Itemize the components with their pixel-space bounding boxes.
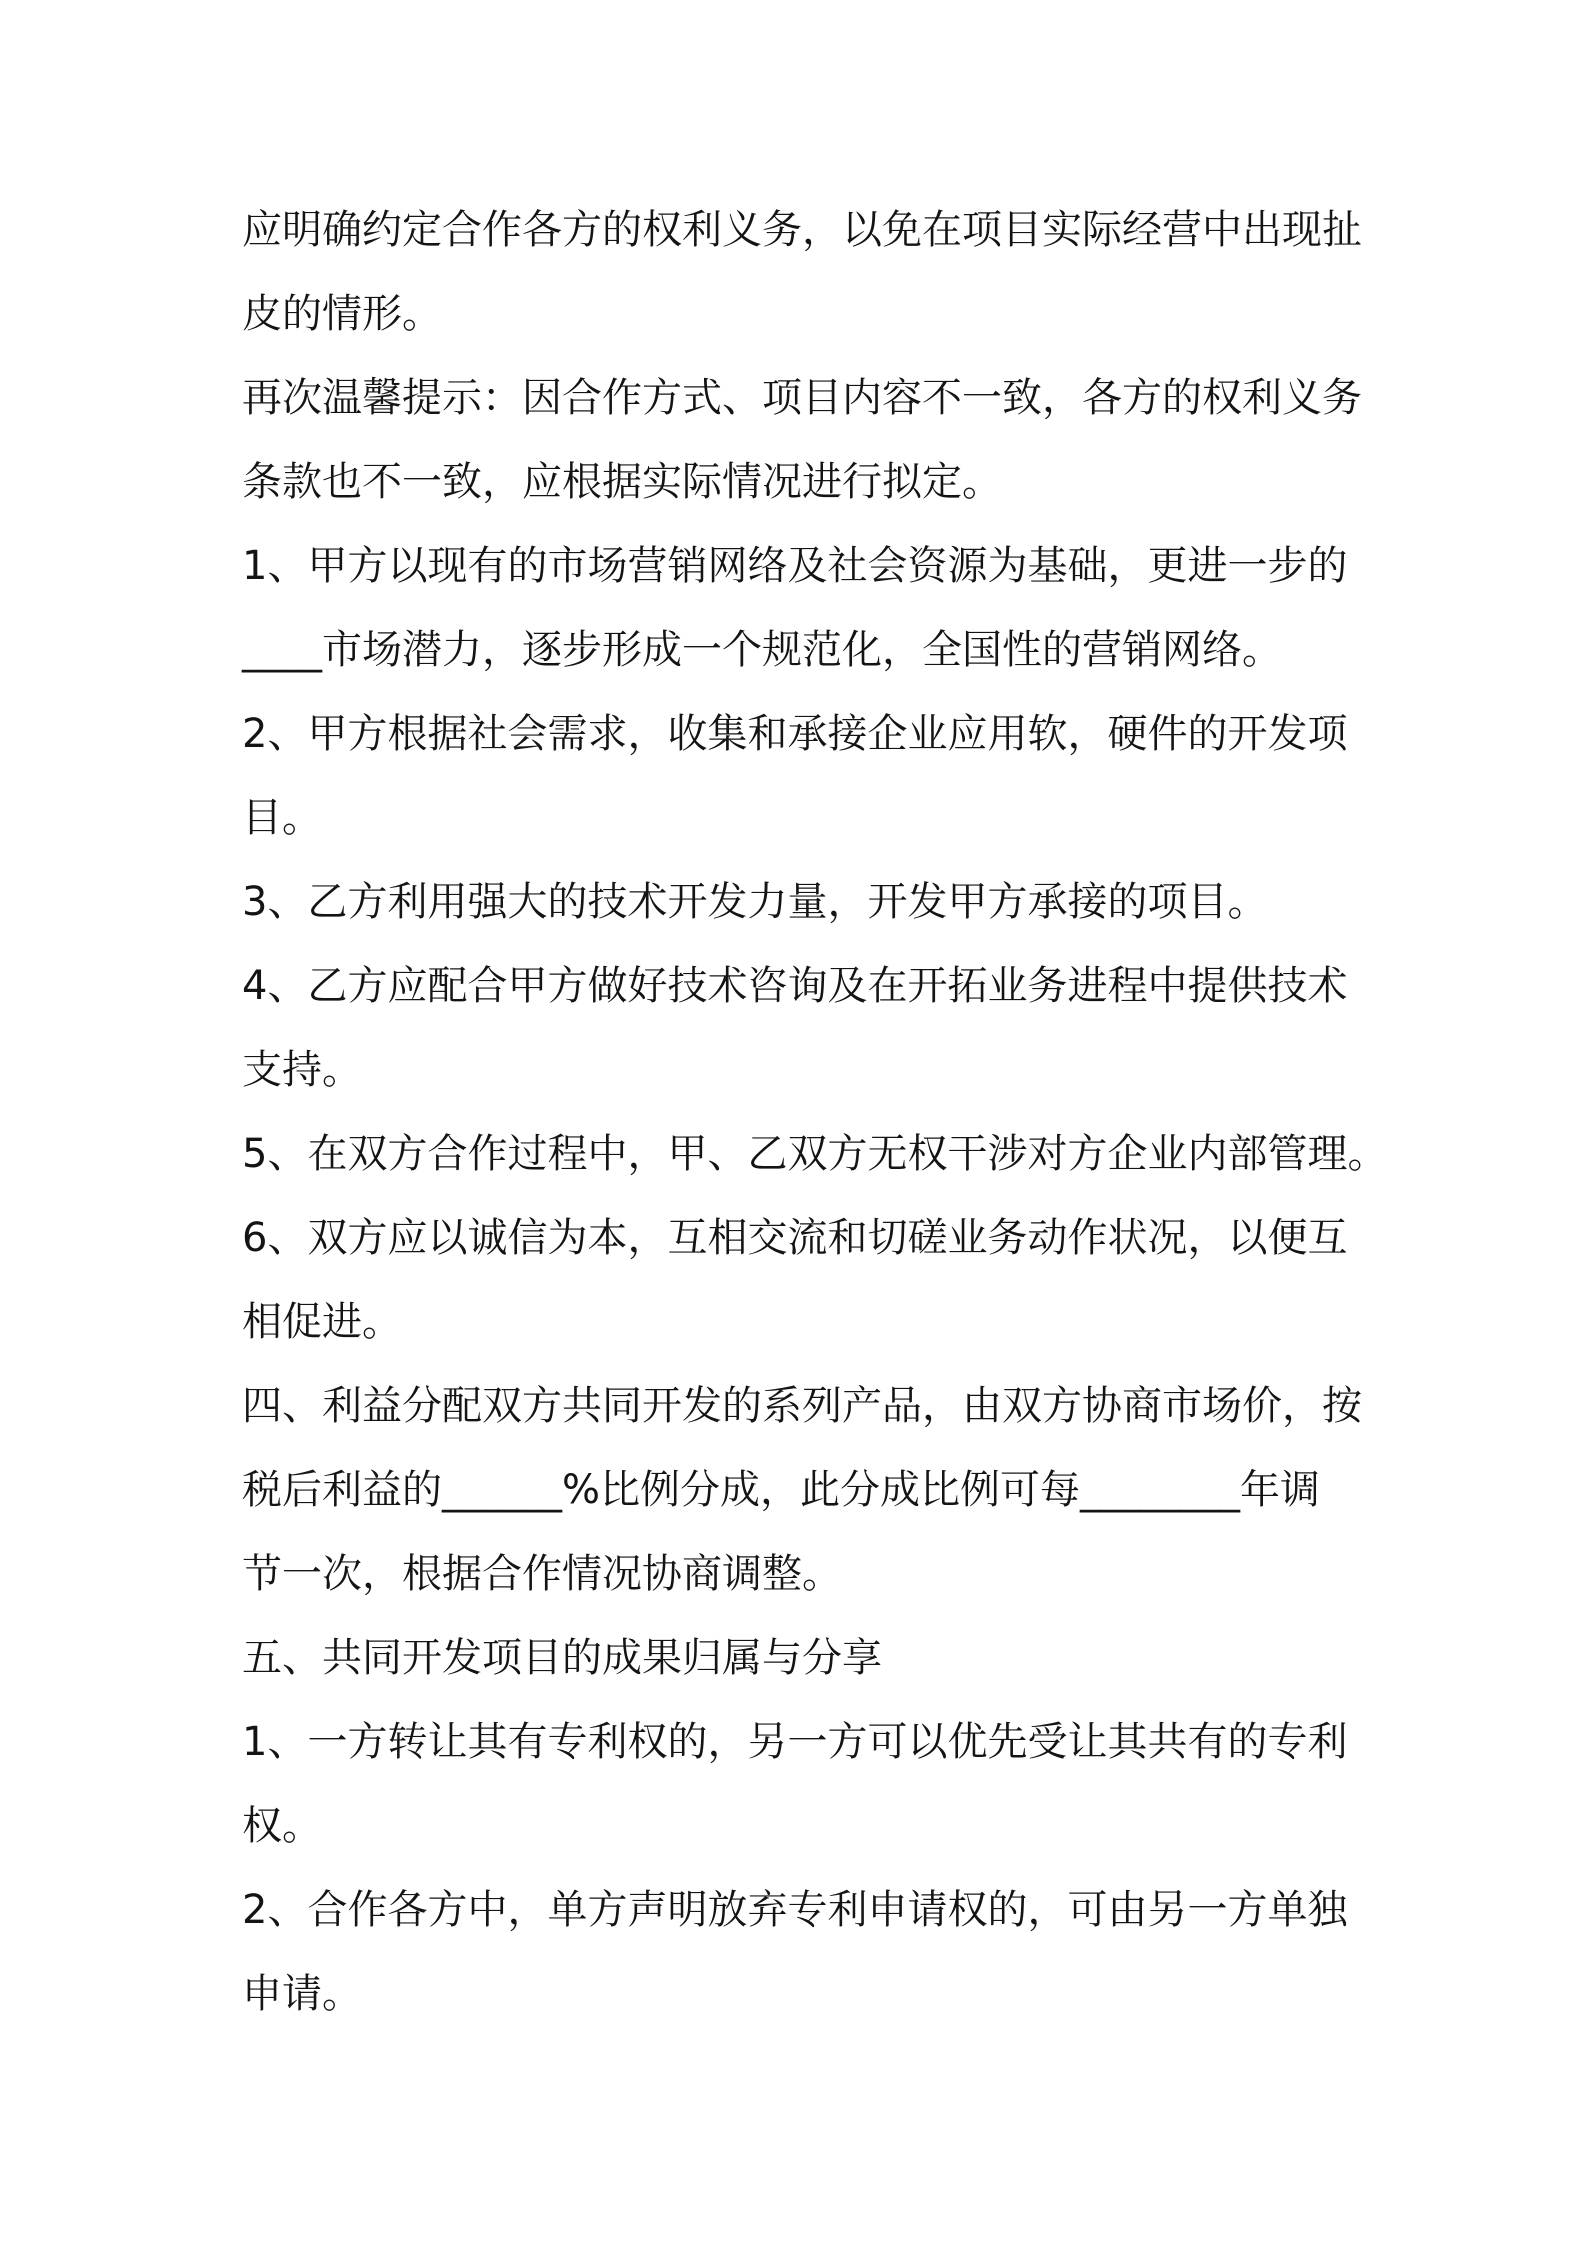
text-line: 权。 (242, 1803, 322, 1849)
text-line: 再次温馨提示：因合作方式、项目内容不一致，各方的权利义务 (242, 375, 1362, 421)
text-line: 应明确约定合作各方的权利义务，以免在项目实际经营中出现扯 (242, 207, 1362, 253)
text-line: 2、合作各方中，单方声明放弃专利申请权的，可由另一方单独 (242, 1887, 1348, 1933)
text-line: 支持。 (242, 1047, 362, 1093)
text-line: 五、共同开发项目的成果归属与分享 (242, 1635, 882, 1681)
text-line: 皮的情形。 (242, 291, 442, 337)
text-line: 2、甲方根据社会需求，收集和承接企业应用软，硬件的开发项 (242, 711, 1348, 757)
text-line: 税后利益的______%比例分成，此分成比例可每________年调 (242, 1467, 1321, 1513)
text-line: ____市场潜力，逐步形成一个规范化，全国性的营销网络。 (242, 627, 1282, 673)
text-line: 目。 (242, 795, 322, 841)
document-body (242, 188, 1388, 2036)
text-line: 1、一方转让其有专利权的，另一方可以优先受让其共有的专利 (242, 1719, 1348, 1765)
text-line: 3、乙方利用强大的技术开发力量，开发甲方承接的项目。 (242, 879, 1268, 925)
text-line: 4、乙方应配合甲方做好技术咨询及在开拓业务进程中提供技术 (242, 963, 1348, 1009)
text-line: 5、在双方合作过程中，甲、乙双方无权干涉对方企业内部管理。 (242, 1131, 1388, 1177)
text-line: 相促进。 (242, 1299, 402, 1345)
text-line: 申请。 (242, 1971, 362, 2017)
text-line: 四、利益分配双方共同开发的系列产品，由双方协商市场价，按 (242, 1383, 1362, 1429)
text-line: 6、双方应以诚信为本，互相交流和切磋业务动作状况，以便互 (242, 1215, 1348, 1261)
text-line: 1、甲方以现有的市场营销网络及社会资源为基础，更进一步的 (242, 543, 1348, 589)
text-line: 节一次，根据合作情况协商调整。 (242, 1551, 842, 1597)
text-line: 条款也不一致，应根据实际情况进行拟定。 (242, 459, 1002, 505)
